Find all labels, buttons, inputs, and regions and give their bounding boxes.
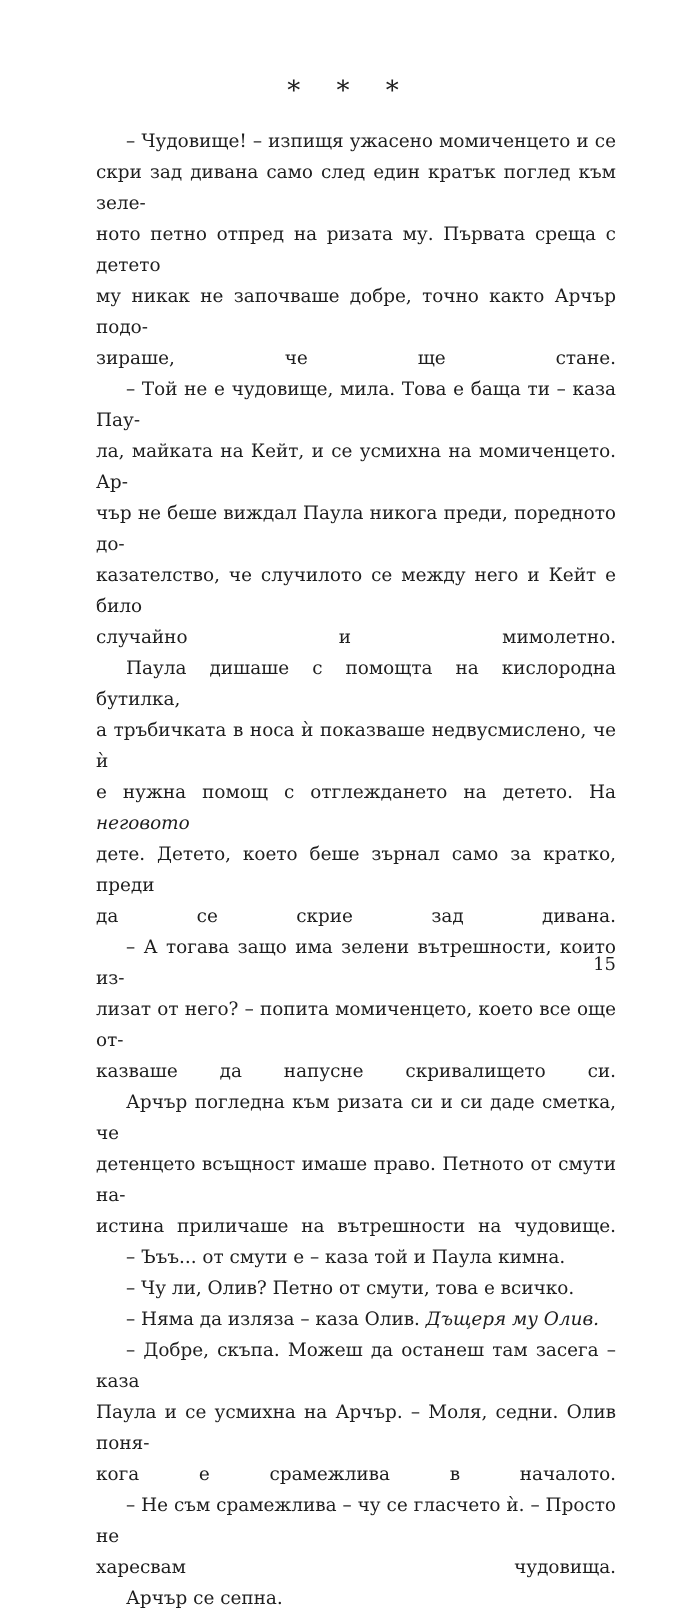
paragraph-3: Паула дишаше с помощта на кислородна бутилка, а тръбичката в носа ѝ показваше недвусмислено, че ѝ е нужна помощ с отглеждането на детето. На неговото дете. Детето, което беше зърнал само за кратко, преди да се скрие зад дивана. — [96, 658, 616, 927]
paragraph-7: – Чу ли, Олив? Петно от смути, това е всичко. — [126, 1278, 575, 1299]
paragraph-11: Арчър се сепна. — [126, 1588, 283, 1609]
paragraph-10: – Не съм срамежлива – чу се гласчето ѝ. – Просто не харесвам чудовища. — [96, 1495, 616, 1578]
paragraph-9: – Добре, скъпа. Можеш да останеш там засега – каза Паула и се усмихна на Арчър. – Моля, седни. Олив поня- кога е срамежлива в началото. — [96, 1340, 616, 1485]
paragraph-6: – Ъъъ... от смути е – каза той и Паула кимна. — [126, 1247, 566, 1268]
body-text — [96, 126, 616, 1614]
page-number: 15 — [593, 954, 616, 975]
paragraph-2: – Той не е чудовище, мила. Това е баща ти – каза Пау- ла, майката на Кейт, и се усмихна на момиченцето. Ар- чър не беше виждал Паула никога преди, поредното до- казателство, че случилото се между него и Кейт е било случайно и мимолетно. — [96, 379, 616, 648]
italic-word: неговото — [96, 813, 190, 834]
paragraph-8: – Няма да изляза – каза Олив. Дъщеря му Олив. — [126, 1309, 599, 1330]
italic-phrase: Дъщеря му Олив. — [425, 1309, 599, 1330]
paragraph-4: – А тогава защо има зелени вътрешности, които из- лизат от него? – попита момиченцето, което все още от- казваше да напусне скривалището си. — [96, 937, 616, 1082]
paragraph-1: – Чудовище! – изпищя ужасено момиченцето и се скри зад дивана само след един кратък поглед към зеле- ното петно отпред на ризата му. Първата среща с детето му никак не започваше добре, точно както Арчър подо- зираше, че ще стане. — [96, 131, 616, 369]
paragraph-5: Арчър погледна към ризата си и си даде сметка, че детенцето всъщност имаше право. Петното от смути на- истина приличаше на вътрешности на чудовище. — [96, 1092, 616, 1237]
section-break-ornament: * * * — [287, 76, 413, 106]
